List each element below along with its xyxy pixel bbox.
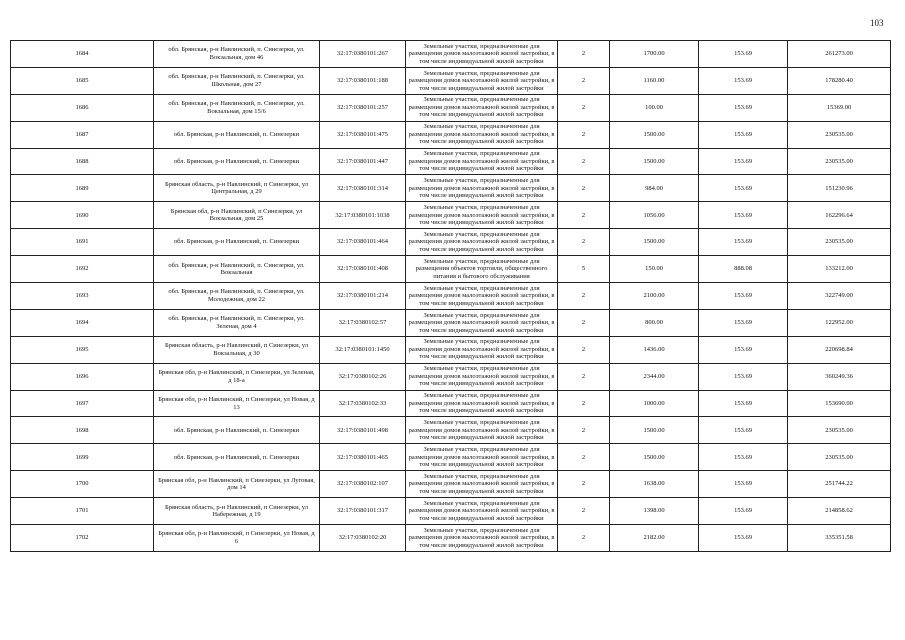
table-body (11, 41, 891, 552)
unit-value-cell: 153.69 (699, 363, 788, 390)
cadastral-number-cell: 32:17:0380101:257 (320, 94, 406, 121)
cadastral-number-cell: 32:17:0380101:314 (320, 175, 406, 202)
address-cell: обл. Брянская, р-н Навлинский, п. Синезерки, ул. Зеленая, дом 4 (154, 309, 320, 336)
address-cell: обл. Брянская, р-н Навлинский, п. Синезерки, ул. Школьная, дом 27 (154, 67, 320, 94)
cadastral-number-cell: 32:17:0380102:57 (320, 309, 406, 336)
land-use-cell: Земельные участки, предназначенные для размещения домов малоэтажной жилой застройки, в том числе индивидуальной жилой застройки (406, 471, 558, 498)
cadastral-value-cell: 261273.00 (788, 41, 891, 68)
land-use-cell: Земельные участки, предназначенные для размещения домов малоэтажной жилой застройки, в том числе индивидуальной жилой застройки (406, 67, 558, 94)
row-number-cell: 1685 (11, 67, 154, 94)
unit-value-cell: 153.69 (699, 202, 788, 229)
row-number-cell: 1689 (11, 175, 154, 202)
land-use-cell: Земельные участки, предназначенные для размещения домов малоэтажной жилой застройки, в том числе индивидуальной жилой застройки (406, 390, 558, 417)
table-row (11, 148, 891, 175)
cadastral-number-cell: 32:17:0380101:464 (320, 229, 406, 256)
land-use-cell: Земельные участки, предназначенные для размещения домов малоэтажной жилой застройки, в том числе индивидуальной жилой застройки (406, 417, 558, 444)
table-row (11, 363, 891, 390)
table-row (11, 202, 891, 229)
address-cell: Брянская область, р-н Навлинский, п Синезерки, ул Вокзальная, д 30 (154, 336, 320, 363)
unit-value-cell: 153.69 (699, 175, 788, 202)
cadastral-number-cell: 32:17:0380102:26 (320, 363, 406, 390)
land-use-cell: Земельные участки, предназначенные для размещения домов малоэтажной жилой застройки, в том числе индивидуальной жилой застройки (406, 41, 558, 68)
area-cell: 1500.00 (610, 417, 699, 444)
area-cell: 1056.00 (610, 202, 699, 229)
area-cell: 100.00 (610, 94, 699, 121)
unit-value-cell: 153.69 (699, 94, 788, 121)
table-row (11, 175, 891, 202)
cadastral-number-cell: 32:17:0380101:465 (320, 444, 406, 471)
address-cell: Брянская область, р-н Навлинский, п Синезерки, ул Набережная, д 19 (154, 498, 320, 525)
cadastral-number-cell: 32:17:0380101:475 (320, 121, 406, 148)
cadastral-value-cell: 220698.84 (788, 336, 891, 363)
land-use-cell: Земельные участки, предназначенные для размещения домов малоэтажной жилой застройки, в том числе индивидуальной жилой застройки (406, 229, 558, 256)
address-cell: обл. Брянская, р-н Навлинский, п. Синезерки (154, 229, 320, 256)
cadastral-number-cell: 32:17:0380101:408 (320, 256, 406, 283)
address-cell: обл. Брянская, р-н Навлинский, п. Синезерки, ул. Вокзальная (154, 256, 320, 283)
cadastral-value-cell: 153690.00 (788, 390, 891, 417)
unit-value-cell: 153.69 (699, 471, 788, 498)
row-number-cell: 1690 (11, 202, 154, 229)
row-number-cell: 1695 (11, 336, 154, 363)
address-cell: обл. Брянская, р-н Навлинский, п. Синезерки, ул. Вокзальная, дом 15/6 (154, 94, 320, 121)
table-row (11, 94, 891, 121)
cadastral-value-cell: 214858.62 (788, 498, 891, 525)
cadastral-number-cell: 32:17:0380101:447 (320, 148, 406, 175)
area-cell: 150.00 (610, 256, 699, 283)
cadastral-value-cell: 122952.00 (788, 309, 891, 336)
row-number-cell: 1686 (11, 94, 154, 121)
address-cell: обл. Брянская, р-н Навлинский, п. Синезерки, ул. Молодежная, дом 22 (154, 283, 320, 310)
area-cell: 984.00 (610, 175, 699, 202)
unit-value-cell: 153.69 (699, 525, 788, 552)
group-cell: 2 (558, 390, 610, 417)
cadastral-number-cell: 32:17:0380101:267 (320, 41, 406, 68)
address-cell: Брянская обл, р-н Навлинский, п Синезерки, ул Зеленая, д 18-а (154, 363, 320, 390)
table-row (11, 444, 891, 471)
group-cell: 2 (558, 309, 610, 336)
unit-value-cell: 153.69 (699, 309, 788, 336)
address-cell: обл. Брянская, р-н Навлинский, п. Синезерки (154, 121, 320, 148)
group-cell: 2 (558, 336, 610, 363)
group-cell: 2 (558, 229, 610, 256)
unit-value-cell: 153.69 (699, 121, 788, 148)
group-cell: 2 (558, 67, 610, 94)
unit-value-cell: 153.69 (699, 390, 788, 417)
unit-value-cell: 153.69 (699, 41, 788, 68)
group-cell: 2 (558, 148, 610, 175)
area-cell: 1398.00 (610, 498, 699, 525)
unit-value-cell: 153.69 (699, 444, 788, 471)
group-cell: 2 (558, 525, 610, 552)
table-row (11, 390, 891, 417)
cadastral-value-table (10, 40, 891, 552)
unit-value-cell: 153.69 (699, 336, 788, 363)
land-use-cell: Земельные участки, предназначенные для размещения домов малоэтажной жилой застройки, в том числе индивидуальной жилой застройки (406, 336, 558, 363)
group-cell: 2 (558, 417, 610, 444)
address-cell: Брянская обл, р-н Навлинский, п Синезерки, ул Новая, д 6 (154, 525, 320, 552)
cadastral-number-cell: 32:17:0380101:1450 (320, 336, 406, 363)
address-cell: обл. Брянская, р-н Навлинский, п. Синезерки (154, 444, 320, 471)
cadastral-number-cell: 32:17:0380102:20 (320, 525, 406, 552)
table-row (11, 256, 891, 283)
row-number-cell: 1693 (11, 283, 154, 310)
cadastral-value-cell: 360249.36 (788, 363, 891, 390)
land-use-cell: Земельные участки, предназначенные для размещения домов малоэтажной жилой застройки, в том числе индивидуальной жилой застройки (406, 148, 558, 175)
table-row (11, 417, 891, 444)
cadastral-value-cell: 15369.00 (788, 94, 891, 121)
cadastral-value-cell: 251744.22 (788, 471, 891, 498)
area-cell: 800.00 (610, 309, 699, 336)
address-cell: Брянская область, р-н Навлинский, п Синезерки, ул Центральная, д 29 (154, 175, 320, 202)
row-number-cell: 1700 (11, 471, 154, 498)
area-cell: 1160.00 (610, 67, 699, 94)
address-cell: обл. Брянская, р-н Навлинский, п. Синезерки (154, 417, 320, 444)
area-cell: 2182.00 (610, 525, 699, 552)
table-row (11, 309, 891, 336)
cadastral-value-cell: 162296.64 (788, 202, 891, 229)
address-cell: обл. Брянская, р-н Навлинский, п. Синезерки, ул. Вокзальная, дом 46 (154, 41, 320, 68)
address-cell: Брянская обл, р-н Навлинский, п Синезерки, ул Вокзальная, дом 25 (154, 202, 320, 229)
land-use-cell: Земельные участки, предназначенные для размещения домов малоэтажной жилой застройки, в том числе индивидуальной жилой застройки (406, 121, 558, 148)
cadastral-value-cell: 133212.00 (788, 256, 891, 283)
cadastral-value-cell: 151230.96 (788, 175, 891, 202)
land-use-cell: Земельные участки, предназначенные для размещения домов малоэтажной жилой застройки, в том числе индивидуальной жилой застройки (406, 283, 558, 310)
area-cell: 2344.00 (610, 363, 699, 390)
cadastral-number-cell: 32:17:0380101:317 (320, 498, 406, 525)
group-cell: 2 (558, 41, 610, 68)
cadastral-value-cell: 230535.00 (788, 417, 891, 444)
area-cell: 1500.00 (610, 229, 699, 256)
address-cell: Брянская обл, р-н Навлинский, п Синезерки, ул Луговая, дом 14 (154, 471, 320, 498)
table-row (11, 41, 891, 68)
cadastral-value-cell: 230535.00 (788, 148, 891, 175)
cadastral-value-cell: 322749.00 (788, 283, 891, 310)
group-cell: 2 (558, 283, 610, 310)
group-cell: 2 (558, 444, 610, 471)
table-row (11, 67, 891, 94)
unit-value-cell: 153.69 (699, 148, 788, 175)
page-number: 103 (870, 18, 884, 28)
group-cell: 2 (558, 363, 610, 390)
cadastral-value-cell: 335351.58 (788, 525, 891, 552)
area-cell: 1500.00 (610, 148, 699, 175)
table-row (11, 498, 891, 525)
group-cell: 2 (558, 94, 610, 121)
land-use-cell: Земельные участки, предназначенные для размещения домов малоэтажной жилой застройки, в том числе индивидуальной жилой застройки (406, 175, 558, 202)
table-row (11, 283, 891, 310)
land-use-cell: Земельные участки, предназначенные для размещения домов малоэтажной жилой застройки, в том числе индивидуальной жилой застройки (406, 363, 558, 390)
area-cell: 1000.00 (610, 390, 699, 417)
row-number-cell: 1684 (11, 41, 154, 68)
cadastral-number-cell: 32:17:0380101:1038 (320, 202, 406, 229)
table-row (11, 525, 891, 552)
row-number-cell: 1687 (11, 121, 154, 148)
cadastral-value-cell: 230535.00 (788, 121, 891, 148)
area-cell: 1638.00 (610, 471, 699, 498)
group-cell: 2 (558, 175, 610, 202)
table-row (11, 471, 891, 498)
row-number-cell: 1697 (11, 390, 154, 417)
address-cell: обл. Брянская, р-н Навлинский, п. Синезерки (154, 148, 320, 175)
cadastral-value-cell: 178280.40 (788, 67, 891, 94)
table-row (11, 336, 891, 363)
land-use-cell: Земельные участки, предназначенные для размещения объектов торговли, общественного питания и бытового обслуживания (406, 256, 558, 283)
cadastral-value-cell: 230535.00 (788, 444, 891, 471)
area-cell: 1700.00 (610, 41, 699, 68)
row-number-cell: 1701 (11, 498, 154, 525)
group-cell: 5 (558, 256, 610, 283)
address-cell: Брянская обл, р-н Навлинский, п Синезерки, ул Новая, д 13 (154, 390, 320, 417)
unit-value-cell: 153.69 (699, 417, 788, 444)
row-number-cell: 1692 (11, 256, 154, 283)
land-use-cell: Земельные участки, предназначенные для размещения домов малоэтажной жилой застройки, в том числе индивидуальной жилой застройки (406, 525, 558, 552)
row-number-cell: 1699 (11, 444, 154, 471)
row-number-cell: 1694 (11, 309, 154, 336)
unit-value-cell: 153.69 (699, 67, 788, 94)
row-number-cell: 1702 (11, 525, 154, 552)
cadastral-number-cell: 32:17:0380102:33 (320, 390, 406, 417)
unit-value-cell: 153.69 (699, 498, 788, 525)
row-number-cell: 1698 (11, 417, 154, 444)
land-use-cell: Земельные участки, предназначенные для размещения домов малоэтажной жилой застройки, в том числе индивидуальной жилой застройки (406, 309, 558, 336)
land-use-cell: Земельные участки, предназначенные для размещения домов малоэтажной жилой застройки, в том числе индивидуальной жилой застройки (406, 444, 558, 471)
unit-value-cell: 153.69 (699, 229, 788, 256)
area-cell: 1436.00 (610, 336, 699, 363)
area-cell: 1500.00 (610, 121, 699, 148)
land-use-cell: Земельные участки, предназначенные для размещения домов малоэтажной жилой застройки, в том числе индивидуальной жилой застройки (406, 94, 558, 121)
cadastral-value-cell: 230535.00 (788, 229, 891, 256)
land-use-cell: Земельные участки, предназначенные для размещения домов малоэтажной жилой застройки, в том числе индивидуальной жилой застройки (406, 202, 558, 229)
cadastral-number-cell: 32:17:0380101:214 (320, 283, 406, 310)
cadastral-number-cell: 32:17:0380101:188 (320, 67, 406, 94)
cadastral-number-cell: 32:17:0380101:498 (320, 417, 406, 444)
group-cell: 2 (558, 202, 610, 229)
group-cell: 2 (558, 498, 610, 525)
row-number-cell: 1688 (11, 148, 154, 175)
cadastral-number-cell: 32:17:0380102:107 (320, 471, 406, 498)
group-cell: 2 (558, 471, 610, 498)
unit-value-cell: 888.08 (699, 256, 788, 283)
area-cell: 1500.00 (610, 444, 699, 471)
table-row (11, 121, 891, 148)
group-cell: 2 (558, 121, 610, 148)
row-number-cell: 1696 (11, 363, 154, 390)
land-use-cell: Земельные участки, предназначенные для размещения домов малоэтажной жилой застройки, в том числе индивидуальной жилой застройки (406, 498, 558, 525)
area-cell: 2100.00 (610, 283, 699, 310)
table-row (11, 229, 891, 256)
unit-value-cell: 153.69 (699, 283, 788, 310)
row-number-cell: 1691 (11, 229, 154, 256)
